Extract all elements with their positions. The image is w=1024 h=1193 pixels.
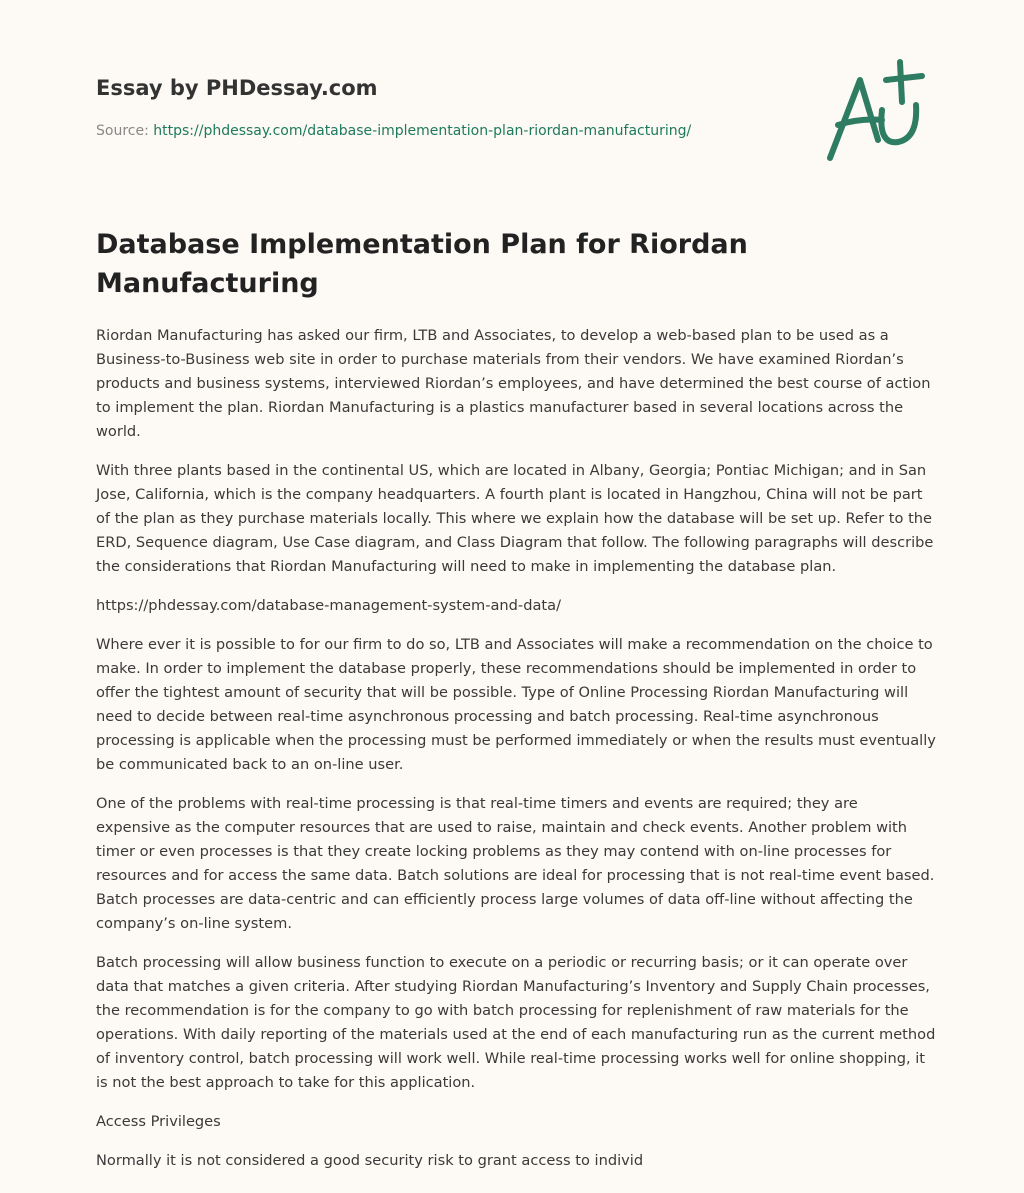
source-label: Source: [96, 123, 154, 139]
paragraph: One of the problems with real-time processing is that real-time timers and events are required; they are expensive as the computer resources that are used to raise, maintain and check events. Another problem with timer or even processes is that they create locking problems as they may contend with on-line processes for resources and for access the same data. Batch solutions are ideal for processing that is not real-time event based. Batch processes are data-centric and can efficiently process large volumes of data off-line without affecting the company’s on-line system. [96, 795, 935, 932]
a-plus-logo-icon [820, 40, 930, 165]
brand-title: Essay by PHDessay.com [96, 76, 378, 100]
section-heading: Access Privileges [96, 1113, 221, 1130]
essay-header [0, 0, 1024, 200]
paragraph: Riordan Manufacturing has asked our firm, LTB and Associates, to develop a web-based plan to be used as a Business-to-Business web site in order to purchase materials from their vendors. We have examined Riordan’s products and business systems, interviewed Riordan’s employees, and have determined the best course of action to implement the plan. Riordan Manufacturing is a plastics manufacturer based in several locations across the world. [96, 327, 931, 440]
paragraph: Batch processing will allow business function to execute on a periodic or recurring basis; or it can operate over data that matches a given criteria. After studying Riordan Manufacturing’s Inventory and Supply Chain processes, the recommendation is for the company to go with batch processing for replenishment of raw materials for the operations. With daily reporting of the materials used at the end of each manufacturing run as the current method of inventory control, batch processing will work well. While real-time processing works well for online shopping, it is not the best approach to take for this application. [96, 954, 936, 1091]
related-link: https://phdessay.com/database-management-system-and-data/ [96, 597, 561, 614]
essay-body [96, 324, 936, 1188]
paragraph: Where ever it is possible to for our firm to do so, LTB and Associates will make a recommendation on the choice to make. In order to implement the database properly, these recommendations should be implemented in order to offer the tightest amount of security that will be possible. Type of Online Processing Riordan Manufacturing will need to decide between real-time asynchronous processing and batch processing. Real-time asynchronous processing is applicable when the processing must be performed immediately or when the results must eventually be communicated back to an on-line user. [96, 636, 936, 773]
source-link[interactable]: https://phdessay.com/database-implementation-plan-riordan-manufacturing/ [153, 123, 692, 139]
essay-title: Database Implementation Plan for Riordan Manufacturing [96, 229, 748, 299]
paragraph: Normally it is not considered a good security risk to grant access to individ [96, 1152, 644, 1169]
paragraph: With three plants based in the continental US, which are located in Albany, Georgia; Pontiac Michigan; and in San Jose, California, which is the company headquarters. A fourth plant is located in Hangzhou, China will not be part of the plan as they purchase materials locally. This where we explain how the database will be set up. Refer to the ERD, Sequence diagram, Use Case diagram, and Class Diagram that follow. The following paragraphs will describe the considerations that Riordan Manufacturing will need to make in implementing the database plan. [96, 462, 934, 575]
source-line [96, 123, 691, 139]
